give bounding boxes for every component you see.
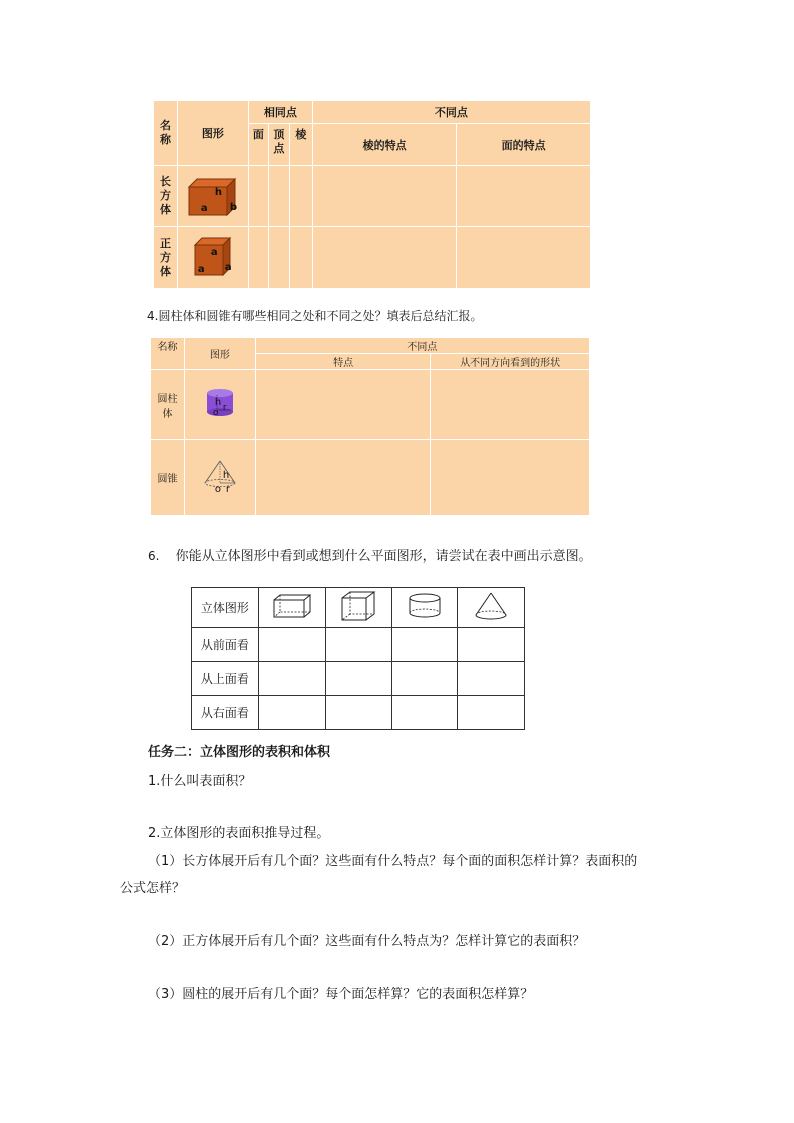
cube-icon	[340, 590, 376, 622]
solid-figure-header: 立体图形	[192, 588, 259, 628]
cube-image	[193, 235, 233, 277]
radius-label: r	[222, 403, 227, 413]
question-text: 你能从立体图形中看到或想到什么平面图形，请尝试在表中画出示意图。	[175, 549, 592, 564]
cube-cell	[325, 588, 392, 628]
task2-title: 任务二：立体图形的表积和体积	[148, 745, 331, 760]
row-name-cuboid: 长方体	[154, 166, 178, 227]
edge-col-header: 棱	[289, 124, 312, 166]
cylinder-image	[205, 388, 235, 418]
width-label: a	[224, 262, 232, 273]
diff-header: 不同点	[255, 338, 589, 354]
cuboid-icon	[272, 593, 312, 619]
sub-question-1-cont: 公式怎样？	[120, 881, 186, 896]
height-label: h	[214, 186, 223, 198]
row-name-cylinder: 圆柱体	[151, 370, 185, 440]
cube-figure-cell	[177, 227, 248, 289]
solid-comparison-table	[153, 100, 591, 289]
figure-header: 图形	[177, 101, 248, 166]
question-4: 4.圆柱体和圆锥有哪些相同之处和不同之处？填表后总结汇报。	[147, 309, 483, 323]
cone-icon	[473, 591, 509, 621]
cone-image	[202, 459, 238, 493]
cylinder-icon	[407, 592, 443, 620]
face-feature-header: 面的特点	[457, 124, 591, 166]
name-header: 名称	[154, 101, 178, 166]
vertex-col-header: 顶点	[268, 124, 289, 166]
diff-header: 不同点	[312, 101, 590, 124]
length-label: a	[200, 202, 208, 214]
row-name-cube: 正方体	[154, 227, 178, 289]
sub-question-2: （2）正方体展开后有几个面？这些面有什么特点为？怎样计算它的表面积？	[148, 934, 586, 949]
row-name-cone: 圆锥	[151, 440, 185, 516]
face-col-header: 面	[248, 124, 268, 166]
question-6	[148, 545, 592, 564]
height-label: h	[222, 470, 230, 481]
length-label: a	[197, 264, 205, 275]
radius-label: r	[225, 484, 231, 495]
cylinder-figure-cell	[184, 370, 255, 440]
center-label: o	[212, 408, 219, 418]
edge-feature-header: 棱的特点	[312, 124, 457, 166]
views-header: 从不同方向看到的形状	[431, 354, 590, 370]
cone-cell	[458, 588, 525, 628]
cuboid-figure-cell	[177, 166, 248, 227]
cone-figure-cell	[184, 440, 255, 516]
row-label-right: 从右面看	[192, 696, 259, 730]
center-label: o	[214, 484, 222, 495]
height-label: h	[214, 397, 222, 408]
sub-question-1: （1）长方体展开后有几个面？这些面有什么特点？每个面的面积怎样计算？表面积的	[148, 854, 638, 869]
height-label: a	[210, 247, 218, 258]
cylinder-cone-table	[150, 337, 590, 516]
cylinder-cell	[392, 588, 458, 628]
same-header: 相同点	[248, 101, 312, 124]
row-label-front: 从前面看	[192, 628, 259, 662]
task2-question-2: 2.立体图形的表面积推导过程。	[148, 826, 330, 841]
task2-question-1: 1.什么叫表面积？	[148, 774, 252, 789]
name-header: 名称	[151, 338, 185, 370]
views-table	[191, 587, 525, 730]
cuboid-cell	[258, 588, 325, 628]
feature-header: 特点	[255, 354, 431, 370]
figure-header: 图形	[184, 338, 255, 370]
row-label-top: 从上面看	[192, 662, 259, 696]
question-number: 6.	[148, 549, 160, 563]
sub-question-3: （3）圆柱的展开后有几个面？每个面怎样算？它的表面积怎样算？	[148, 987, 534, 1002]
width-label: b	[229, 201, 238, 213]
cuboid-image	[185, 173, 241, 217]
